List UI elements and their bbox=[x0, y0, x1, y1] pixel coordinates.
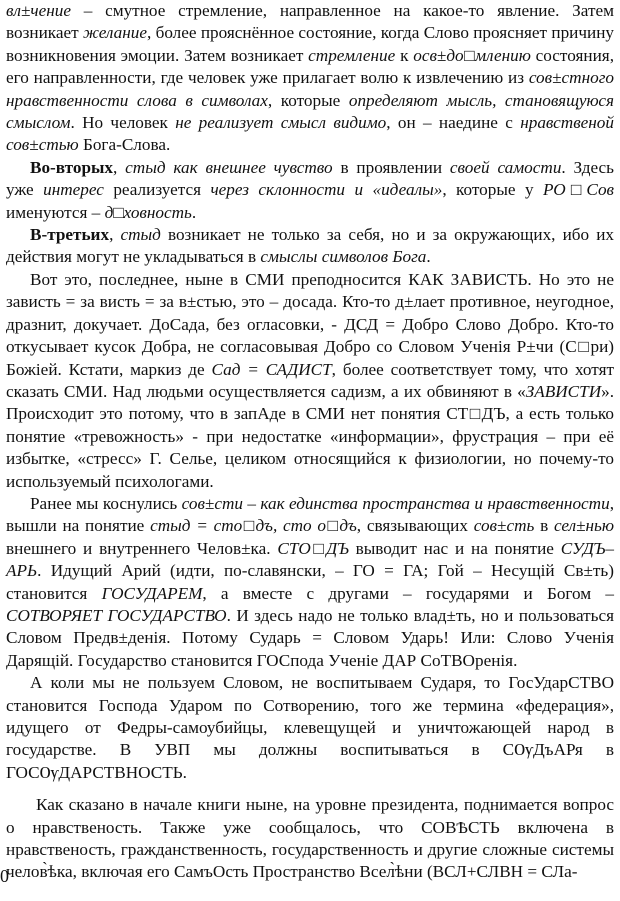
text-run: . bbox=[191, 202, 197, 222]
italic-run: СОТВОРЯЕТ ГОСУДАРСТВО bbox=[6, 605, 227, 625]
paragraph-1 bbox=[6, 0, 614, 157]
page-number: 0 bbox=[0, 866, 9, 886]
italic-run: стыд как внешнее чувство bbox=[125, 157, 333, 177]
paragraph-4 bbox=[6, 269, 614, 493]
text-run: , вышли на понятие bbox=[6, 493, 614, 536]
text-run: . И здесь надо не только влад±ть, но и пользоваться Словом Предв±денія. Потому Сударь = Словом Ударь! Или: Слово Ученія Дарящій. Государство становится ГОСпода Ученіе ДАР СоТВОренія. bbox=[6, 605, 615, 670]
italic-run: нравственой сов±стью bbox=[6, 113, 614, 155]
italic-run: интерес bbox=[43, 180, 104, 200]
text-run: Вот это, последнее, ныне в СМИ преподносится КАК ЗАВИСТЬ. Но это не зависть = за висть = за в±стью, это – досада. Кто-то д±лает противное, неугодное, дразнит, докучает. ДоСада, без огласовки, - ДСД = Добро Слово Добро. Кто-то откусывает кусок Добра, не согласовывая Добро со Словом Ученія Р±чи (С□ри) Божіей. Кстати, маркиз де bbox=[6, 269, 614, 379]
italic-run: стыд bbox=[120, 225, 161, 245]
text-run: Ранее мы коснулись bbox=[30, 493, 182, 513]
text-run: . bbox=[426, 247, 431, 267]
text-run: Как сказано в начале книги ныне, на уровне президента, поднимается вопрос о нравственость. Также уже сообщалось, что СОВѢСТЬ включена в нравственость, гражданственность, государственность и другие сложные системы челов̀ѣка, включая его СамъОсть Пространство Всел̀ѣни (ВСЛ+СЛВН = СЛа- bbox=[6, 795, 614, 882]
text-run: , которые у bbox=[442, 180, 544, 200]
text-run: в проявлении bbox=[332, 157, 450, 177]
italic-run: РО□Сов bbox=[543, 180, 615, 200]
paragraph-3 bbox=[6, 224, 614, 269]
text-run: выводит нас и на понятие bbox=[348, 538, 561, 558]
text-run: , bbox=[109, 225, 121, 245]
italic-run: стыд = сто□дъ, сто о□дъ bbox=[150, 516, 357, 536]
italic-run: Сад = САДИСТ bbox=[211, 359, 332, 379]
paragraph-2 bbox=[6, 157, 614, 224]
text-run: возникает не только за себя, но и за окружающих, ибо их действия могут не укладываться в bbox=[6, 225, 615, 267]
text-run: , bbox=[113, 157, 126, 177]
paragraph-6 bbox=[6, 672, 614, 784]
italic-run: не реализует смысл видимо bbox=[175, 113, 387, 133]
text-run: в bbox=[534, 516, 554, 536]
text-run: реализуется bbox=[103, 180, 211, 200]
text-run: Бога-Слова. bbox=[78, 135, 171, 155]
text-run: , связывающих bbox=[356, 516, 474, 536]
italic-run: своей самости bbox=[449, 157, 562, 177]
text-run: к bbox=[395, 45, 414, 65]
paragraph-5 bbox=[6, 493, 614, 672]
italic-run: д□ховность bbox=[104, 202, 192, 222]
italic-run: вл±чение bbox=[6, 1, 71, 20]
italic-run: желание bbox=[82, 23, 147, 43]
text-run: , а вместе с другами – государями и Богом – bbox=[202, 583, 614, 603]
text-run: , более соответствует тому, что хотят сказать СМИ. Над людьми осуществляется садизм, а их обвиняют в « bbox=[6, 359, 615, 401]
text-run: – смутное стремление, направленное на какое-то явление. Затем возникает bbox=[6, 1, 614, 43]
italic-run: сов±стного нравственности слова в символах bbox=[6, 68, 614, 110]
italic-run: СТО□ДЪ bbox=[277, 538, 349, 558]
italic-run: сов±сть bbox=[473, 516, 535, 536]
text-run: . Но человек bbox=[70, 113, 176, 133]
text-run: внешнего и внутреннего Челов±ка. bbox=[6, 538, 278, 558]
italic-run: через склонности и «идеалы» bbox=[210, 180, 443, 200]
text-run: именуются – bbox=[6, 202, 105, 222]
bold-run: Во-вторых bbox=[30, 157, 114, 177]
italic-run: стремление bbox=[308, 45, 396, 65]
text-run: , которые bbox=[267, 90, 349, 110]
italic-run: смыслы символов Бога bbox=[260, 247, 427, 267]
text-run: . Идущий Арий (идти, по-славянски, – ГО = ГА; Гой – Несущій Св±ть) становится bbox=[6, 561, 614, 603]
text-run: состояния, его направленности, где человек уже прилагает волю к извлечению из bbox=[6, 45, 614, 88]
text-run: , более прояснённое состояние, когда Слово проясняет причину возникновения эмоции. Затем возникает bbox=[6, 23, 614, 65]
italic-run: СУДЪ–АРЬ bbox=[6, 538, 614, 581]
text-run: . Здесь уже bbox=[6, 157, 615, 200]
italic-run: сел±нью bbox=[553, 516, 614, 536]
italic-run: сов±сти – как единства пространства и нравственности bbox=[181, 493, 610, 513]
italic-run: ГОСУДАРЕМ bbox=[101, 583, 203, 603]
bold-run: В-третьих bbox=[30, 225, 110, 245]
italic-run: определяют мысль, становящуюся смыслом bbox=[6, 90, 615, 133]
text-run: А коли мы не пользуем Словом, не воспитываем Сударя, то ГосУдарСТВО становится Господа Ударом по Сотворению, того же термина «федерация», идущего от Федры-самоубийцы, клевещущей и уничтожающей народ в государстве. В УВП мы должны воспитываться в СѸДъАРя в ГОСѸДАРСТВНОСТЬ. bbox=[6, 673, 614, 782]
paragraph-7 bbox=[6, 794, 614, 884]
italic-run: осв±до□млению bbox=[413, 45, 531, 65]
italic-run: ЗАВИСТИ bbox=[525, 381, 602, 401]
text-run: , он – наедине с bbox=[386, 113, 521, 133]
text-run: ». Происходит это потому, что в запАде в СМИ нет понятия СТ□ДЪ, а есть только понятие «тревожность» - при недостатке «информации», фрустрация – при её избытке, «стресс» Г. Селье, целиком относящийся к физиологии, но почему-то используемый психологами. bbox=[6, 381, 614, 491]
